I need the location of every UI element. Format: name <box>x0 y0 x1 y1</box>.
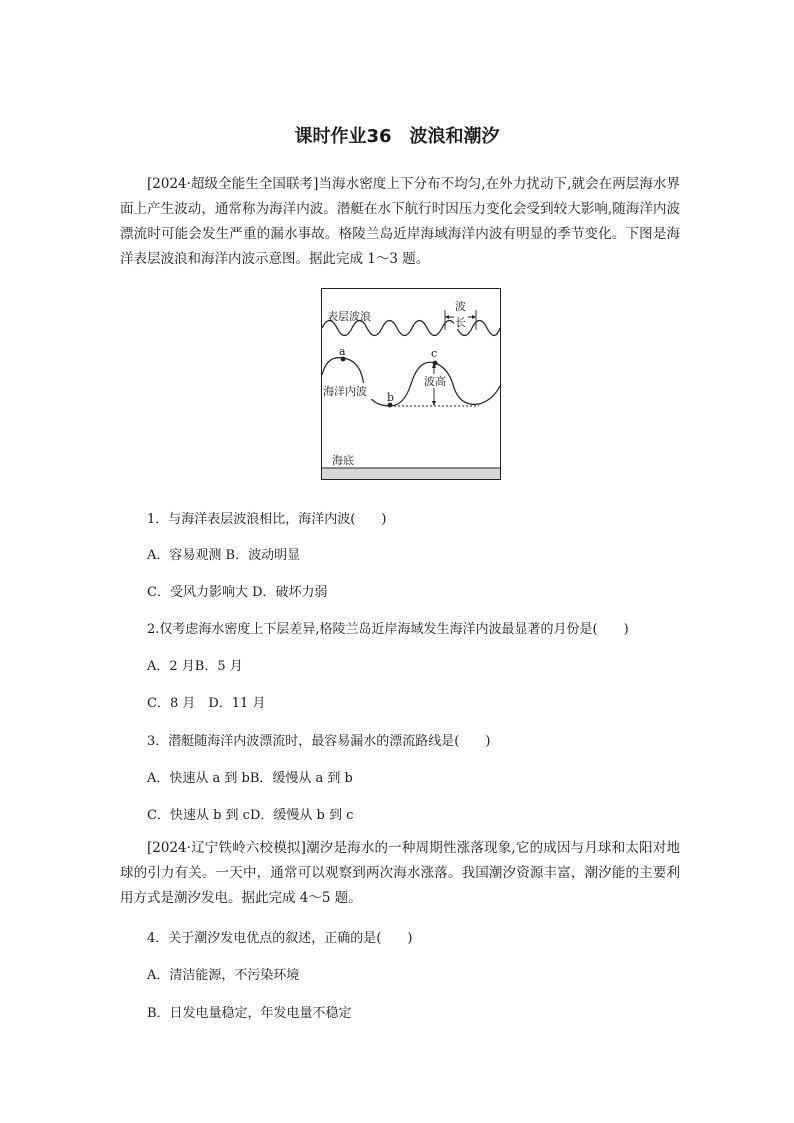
wavelength-arrowhead-right <box>472 315 476 319</box>
point-a-label: a <box>339 345 346 358</box>
question-3-options-ab: A．快速从 a 到 bB．缓慢从 a 到 b <box>147 771 353 786</box>
passage-intro-1: [2024·超级全能生全国联考]当海水密度上下分布不均匀,在外力扰动下,就会在两层海水界面上产生波动，通常称为海洋内波。潜艇在水下航行时因压力变化会受到较大影响,随海洋内波漂流时可能会发生严重的漏水事故。格陵兰岛近岸海域海洋内波有明显的季节变化。下图是海洋表层波浪和海洋内波示意图。据此完成 1～3 题。 <box>120 176 680 267</box>
question-1-stem: 1．与海洋表层波浪相比，海洋内波( ) <box>147 512 387 527</box>
question-4-stem: 4．关于潮汐发电优点的叙述，正确的是( ) <box>147 931 413 946</box>
wavelength-label-2: 长 <box>455 316 466 329</box>
question-4-option-a: A．清洁能源，不污染环境 <box>147 968 300 983</box>
question-3-options-cd: C．快速从 b 到 cD．缓慢从 b 到 c <box>147 808 354 823</box>
page-title: 课时作业36 波浪和潮汐 <box>294 126 500 147</box>
wavelength-label-1: 波 <box>455 300 466 313</box>
wavelength-arrowhead-left <box>445 315 449 319</box>
seabed-label: 海底 <box>332 454 354 467</box>
question-4-option-b: B．日发电量稳定，年发电量不稳定 <box>147 1006 352 1021</box>
question-1-options-cd: C．受风力影响大 D．破坏力弱 <box>147 585 328 600</box>
question-2-options-ab: A．2 月B．5 月 <box>147 659 243 674</box>
question-1-options-ab: A．容易观测 B．波动明显 <box>147 548 301 563</box>
question-2-options-cd: C．8 月 D．11 月 <box>147 696 266 711</box>
point-c-dot <box>433 361 438 366</box>
question-2-stem: 2.仅考虑海水密度上下层差异,格陵兰岛近岸海域发生海洋内波最显著的月份是( ) <box>147 622 629 637</box>
wave-height-arrowhead-down <box>432 401 436 406</box>
wave-diagram <box>321 288 501 480</box>
internal-wave-label: 海洋内波 <box>323 385 367 398</box>
question-3-stem: 3．潜艇随海洋内波漂流时，最容易漏水的漂流路线是( ) <box>147 734 491 749</box>
point-c-label: c <box>431 347 438 360</box>
surface-wave-label: 表层波浪 <box>327 310 371 323</box>
wave-diagram-svg <box>321 288 501 480</box>
passage-intro-2: [2024·辽宁铁岭六校模拟]潮汐是海水的一种周期性涨落现象,它的成因与月球和太阳对地球的引力有关。一天中，通常可以观察到两次海水涨落。我国潮汐资源丰富，潮汐能的主要利用方式是潮汐发电。据此完成 4～5 题。 <box>120 840 680 906</box>
seabed-band <box>322 468 501 480</box>
wave-height-label: 波高 <box>424 375 446 388</box>
point-b-label: b <box>387 391 395 404</box>
